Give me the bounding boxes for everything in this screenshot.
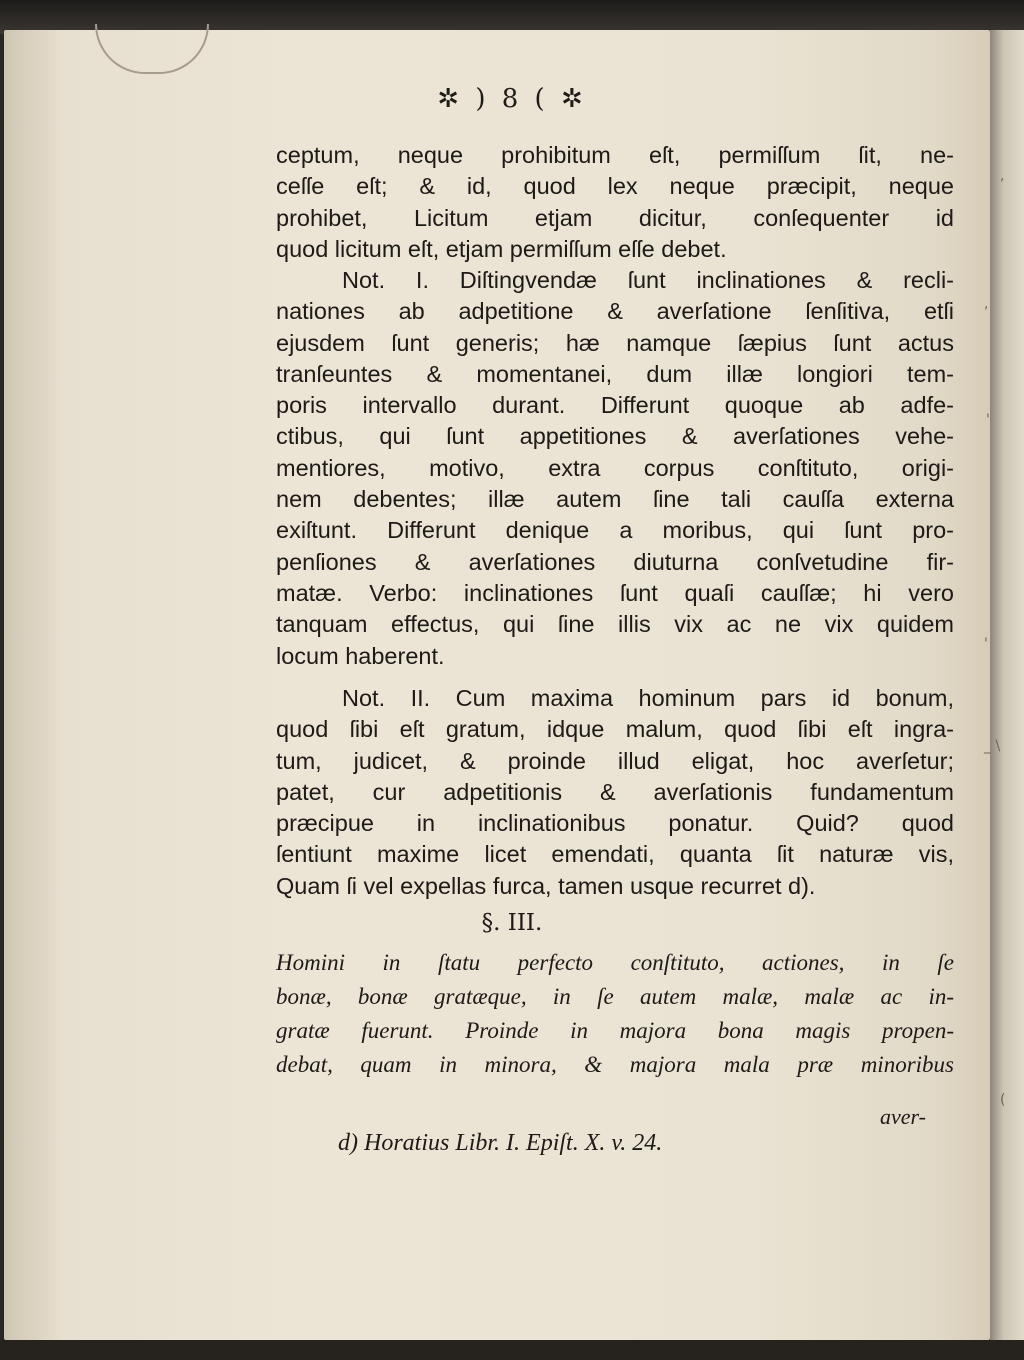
- text-line: Quam ſi vel expellas furca, tamen usque recurret d).: [276, 872, 816, 899]
- margin-tick: ,: [984, 296, 989, 312]
- text-line: ctibus, qui ſunt appetitiones & averſationes vehe-: [276, 423, 954, 450]
- text-line: patet, cur adpetitionis & averſationis fundamentum: [276, 778, 954, 805]
- text-line: ejusdem ſunt generis; hæ namque ſæpius ſunt actus: [276, 329, 954, 356]
- text-line: prohibet, Licitum etjam dicitur, conſequenter id: [276, 204, 954, 231]
- thesis-line: bonæ, bonæ gratæque, in ſe autem malæ, malæ ac in-: [276, 984, 954, 1009]
- text-line: Not. II. Cum maxima hominum pars id bonum,: [342, 685, 954, 711]
- thesis-line: debat, quam in minora, & majora mala præ minoribus: [276, 1052, 954, 1077]
- text-line: penſiones & averſationes diuturna conſvetudine fir-: [276, 548, 954, 575]
- margin-tick: ,: [1000, 168, 1005, 184]
- margin-tick: _ \: [984, 738, 1001, 754]
- text-line: tranſeuntes & momentanei, dum illæ longiori tem-: [276, 360, 954, 387]
- text-line: quod ſibi eſt gratum, idque malum, quod ſibi eſt ingra-: [276, 716, 954, 743]
- text-line: Not. I. Diſtingvendæ ſunt inclinationes & recli-: [342, 267, 954, 293]
- text-line: quod licitum eſt, etjam permiſſum eſſe debet.: [276, 235, 727, 262]
- text-line: ceptum, neque prohibitum eſt, permiſſum ſit, ne-: [276, 142, 954, 168]
- section-thesis: [276, 946, 954, 1082]
- text-line: tanquam effectus, qui ſine illis vix ac ne vix quidem: [276, 611, 954, 638]
- thesis-line: Homini in ſtatu perfecto conſtituto, actiones, in ſe: [276, 950, 954, 975]
- next-page-edge: [990, 30, 1024, 1340]
- text-line: præcipue in inclinationibus ponatur. Quid? quod: [276, 810, 954, 837]
- note-two: [276, 683, 954, 902]
- text-line: exiſtunt. Differunt denique a moribus, qui ſunt pro-: [276, 517, 954, 544]
- margin-tick: ': [984, 636, 988, 652]
- thesis-line: gratæ fuerunt. Proinde in majora bona magis propen-: [276, 1018, 954, 1043]
- margin-tick: (: [1000, 1092, 1006, 1108]
- text-line: tum, judicet, & proinde illud eligat, hoc averſetur;: [276, 747, 954, 774]
- running-head: ✲ ) 8 ( ✲: [437, 84, 587, 114]
- note-one: [276, 265, 954, 672]
- text-line: mentiores, motivo, extra corpus conſtituto, origi-: [276, 454, 954, 481]
- text-line: ſentiunt maxime licet emendati, quanta ſit naturæ vis,: [276, 841, 954, 868]
- scan-bottom-border: [0, 1340, 1024, 1360]
- section-heading: §. III.: [481, 910, 543, 936]
- paragraph-continuation: [276, 140, 954, 265]
- text-line: nem debentes; illæ autem ſine tali cauſſa externa: [276, 486, 954, 513]
- margin-tick: ': [986, 412, 990, 428]
- text-line: matæ. Verbo: inclinationes ſunt quaſi cauſſæ; hi vero: [276, 579, 954, 606]
- text-line: ceſſe eſt; & id, quod lex neque præcipit, neque: [276, 173, 954, 200]
- catchword: aver-: [880, 1104, 926, 1129]
- footnote: d) Horatius Libr. I. Epiſt. X. v. 24.: [338, 1130, 663, 1156]
- text-line: poris intervallo durant. Differunt quoque ab adfe-: [276, 392, 954, 419]
- text-line: nationes ab adpetitione & averſatione ſenſitiva, etſi: [276, 298, 954, 325]
- text-line: locum haberent.: [276, 642, 445, 669]
